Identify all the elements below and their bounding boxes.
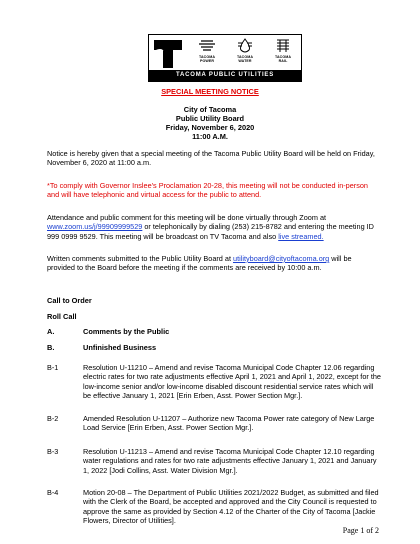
attendance-paragraph: [47, 213, 377, 241]
covid-notice: *To comply with Governor Inslee's Proclamation 20-28, this meeting will not be conducted in-person and will have telephonic and virtual access for the public to attend.: [47, 181, 368, 200]
zoom-link[interactable]: www.zoom.us/j/99909999529: [47, 222, 143, 232]
roll-call-heading: Roll Call: [47, 312, 77, 321]
tacoma-t-logo-icon: [151, 37, 185, 71]
notice-title: SPECIAL MEETING NOTICE: [161, 87, 259, 96]
header-board: Public Utility Board: [175, 114, 245, 123]
tacoma-power-label: TACOMA POWER: [198, 55, 216, 64]
tacoma-power-unit: [189, 37, 225, 69]
written-text-2: will be provided to the Board before the meeting if the comments are received by 10:00 a.m.: [47, 254, 352, 273]
item-number: B-2: [47, 414, 59, 423]
tacoma-rail-label: TACOMA RAIL: [274, 55, 292, 64]
item-text: Resolution U-11210 – Amend and revise Tacoma Municipal Code Chapter 12.06 regarding electric rates for two rate adjustments effective April 1, 2021 and April 1, 2022, except for the low-income senior and/or low-income disabled discount residential service rates which will be effective January 1, 2021 [Erin Erben, Asst. Power Section Mgr.].: [83, 363, 381, 401]
call-to-order-heading: Call to Order: [47, 296, 92, 305]
page-number: Page 1 of 2: [342, 526, 379, 535]
tacoma-public-utilities-logo: [148, 34, 302, 82]
item-text: Motion 20-08 – The Department of Public Utilities 2021/2022 Budget, as submitted and filed with the Clerk of the Board, be accepted and approved and the City Council is requested to approve the same as provided by Section 4.12 of the Charter of the City of Tacoma [Jackie Flowers, Director of Utilities].: [83, 488, 379, 526]
rail-track-icon: [265, 38, 301, 54]
section-a-letter: A.: [47, 327, 55, 336]
tacoma-rail-unit: [265, 37, 301, 69]
section-b-letter: B.: [47, 343, 55, 352]
tacoma-water-unit: [227, 37, 263, 69]
comments-by-public-heading: Comments by the Public: [83, 327, 170, 336]
item-text: Resolution U-11213 – Amend and revise Tacoma Municipal Code Chapter 12.10 regarding water regulations and rates for two rate adjustments effective January 1, 2021 and January 1, 2022 [Jodi Collins, Asst. Water Division Mgr.].: [83, 447, 377, 475]
tacoma-water-label: TACOMA WATER: [236, 55, 254, 64]
written-text-1: Written comments submitted to the Public Utility Board at: [47, 254, 234, 263]
header-city: City of Tacoma: [183, 105, 237, 114]
live-stream-link[interactable]: live streamed.: [278, 231, 324, 241]
header-time: 11:00 A.M.: [192, 132, 228, 141]
item-number: B-4: [47, 488, 59, 497]
logo-banner: TACOMA PUBLIC UTILITIES: [149, 70, 301, 81]
power-wave-icon: [189, 38, 225, 54]
intro-paragraph: Notice is hereby given that a special meeting of the Tacoma Public Utility Board will be held on Friday, November 6, 2020 at 11:00 a.m.: [47, 149, 375, 168]
attendance-text-1: Attendance and public comment for this meeting will be done virtually through Zoom at: [47, 213, 327, 222]
header-date: Friday, November 6, 2020: [165, 123, 255, 132]
meeting-header: [0, 105, 420, 141]
water-drop-icon: [227, 38, 263, 54]
item-text: Amended Resolution U-11207 – Authorize new Tacoma Power rate category of New Large Load Service [Erin Erben, Asst. Power Section Mgr.].: [83, 414, 375, 433]
utility-board-email-link[interactable]: utilityboard@cityoftacoma.org: [233, 254, 330, 263]
unfinished-business-heading: Unfinished Business: [83, 343, 157, 352]
written-comments-paragraph: [47, 254, 377, 273]
item-number: B-3: [47, 447, 59, 456]
attendance-text-2: or telephonically by dialing (253) 215-8782 and entering the meeting ID 999 0999 9529. This meeting will be broadcast on TV Tacoma and also: [47, 222, 374, 241]
item-number: B-1: [47, 363, 59, 372]
